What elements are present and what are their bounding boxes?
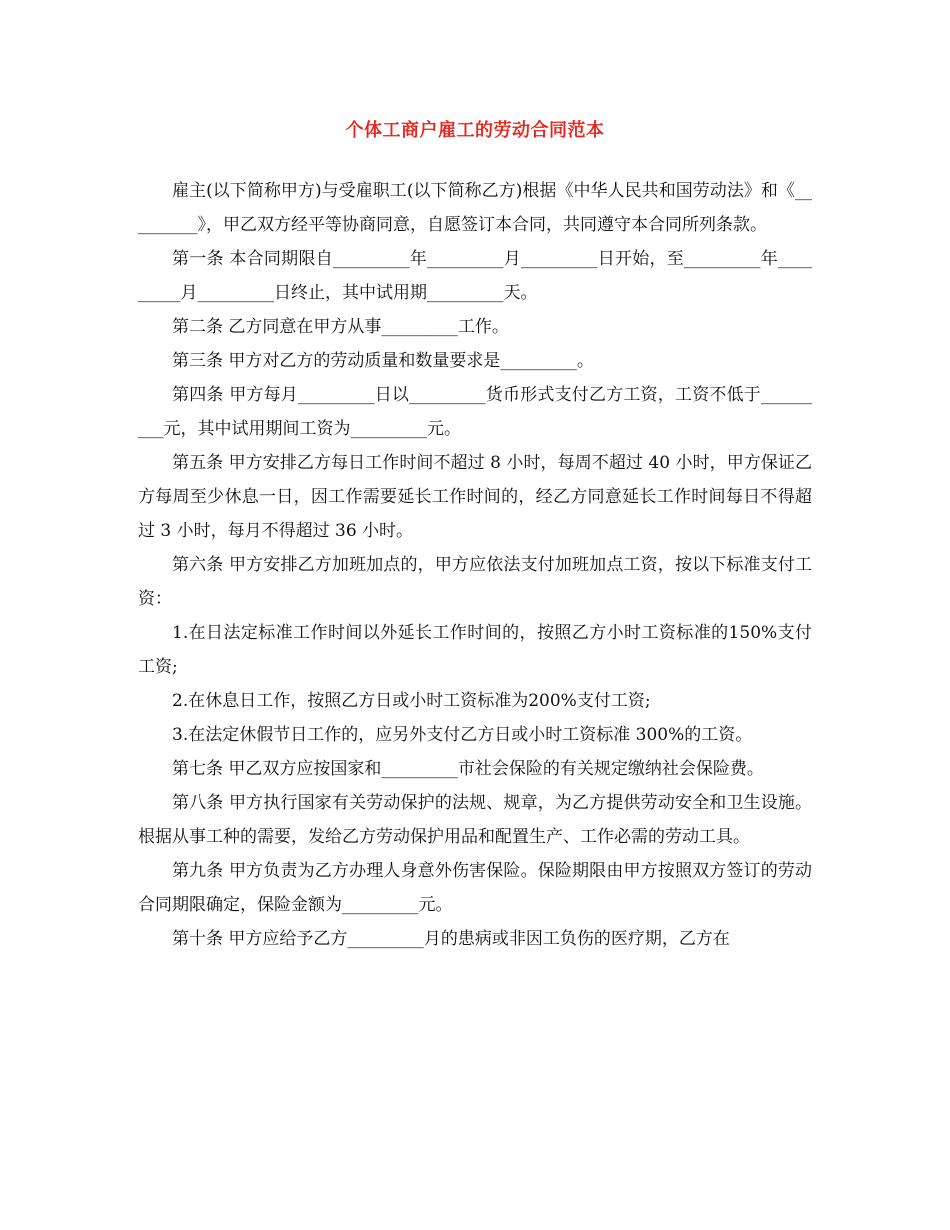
- paragraph-article-6-item-2: 2.在休息日工作，按照乙方日或小时工资标准为200%支付工资;: [172, 691, 651, 711]
- paragraph-preamble: 雇主(以下简称甲方)与受雇职工(以下简称乙方)根据《中华人民共和国劳动法》和《_________》，甲乙双方经平等协商同意，自愿签订本合同，共同遵守本合同所列条款。: [138, 181, 812, 235]
- paragraph-article-6: 第六条 甲方安排乙方加班加点的，甲方应依法支付加班加点工资，按以下标准支付工资：: [138, 555, 812, 609]
- paragraph-article-8: 第八条 甲方执行国家有关劳动保护的法规、规章，为乙方提供劳动安全和卫生设施。根据从事工种的需要，发给乙方劳动保护用品和配置生产、工作必需的劳动工具。: [138, 793, 812, 847]
- paragraph-article-1: 第一条 本合同期限自_________年_________月_________日开始，至_________年_________月_________日终止，其中试用期_________天。: [138, 249, 812, 303]
- document-body: [138, 174, 812, 956]
- paragraph-article-7: 第七条 甲乙双方应按国家和_________市社会保险的有关规定缴纳社会保险费。: [172, 759, 764, 779]
- paragraph-article-6-item-3: 3.在法定休假节日工作的，应另外支付乙方日或小时工资标准 300%的工资。: [172, 725, 753, 745]
- paragraph-article-10: 第十条 甲方应给予乙方_________月的患病或非因工负伤的医疗期，乙方在: [172, 929, 730, 949]
- paragraph-article-9: 第九条 甲方负责为乙方办理人身意外伤害保险。保险期限由甲方按照双方签订的劳动合同期限确定，保险金额为_________元。: [138, 861, 812, 915]
- paragraph-article-2: 第二条 乙方同意在甲方从事_________工作。: [172, 317, 509, 337]
- paragraph-article-6-item-1: 1.在日法定标准工作时间以外延长工作时间的，按照乙方小时工资标准的150%支付工资;: [138, 623, 812, 677]
- paragraph-article-4: 第四条 甲方每月_________日以_________货币形式支付乙方工资，工资不低于_________元，其中试用期间工资为_________元。: [138, 385, 812, 439]
- document-title: 个体工商户雇工的劳动合同范本: [345, 120, 605, 141]
- paragraph-article-5: 第五条 甲方安排乙方每日工作时间不超过 8 小时，每周不超过 40 小时，甲方保证乙方每周至少休息一日，因工作需要延长工作时间的，经乙方同意延长工作时间每日不得超过 3 小时，每月不得超过 36 小时。: [138, 453, 812, 541]
- paragraph-article-3: 第三条 甲方对乙方的劳动质量和数量要求是_________。: [172, 351, 594, 371]
